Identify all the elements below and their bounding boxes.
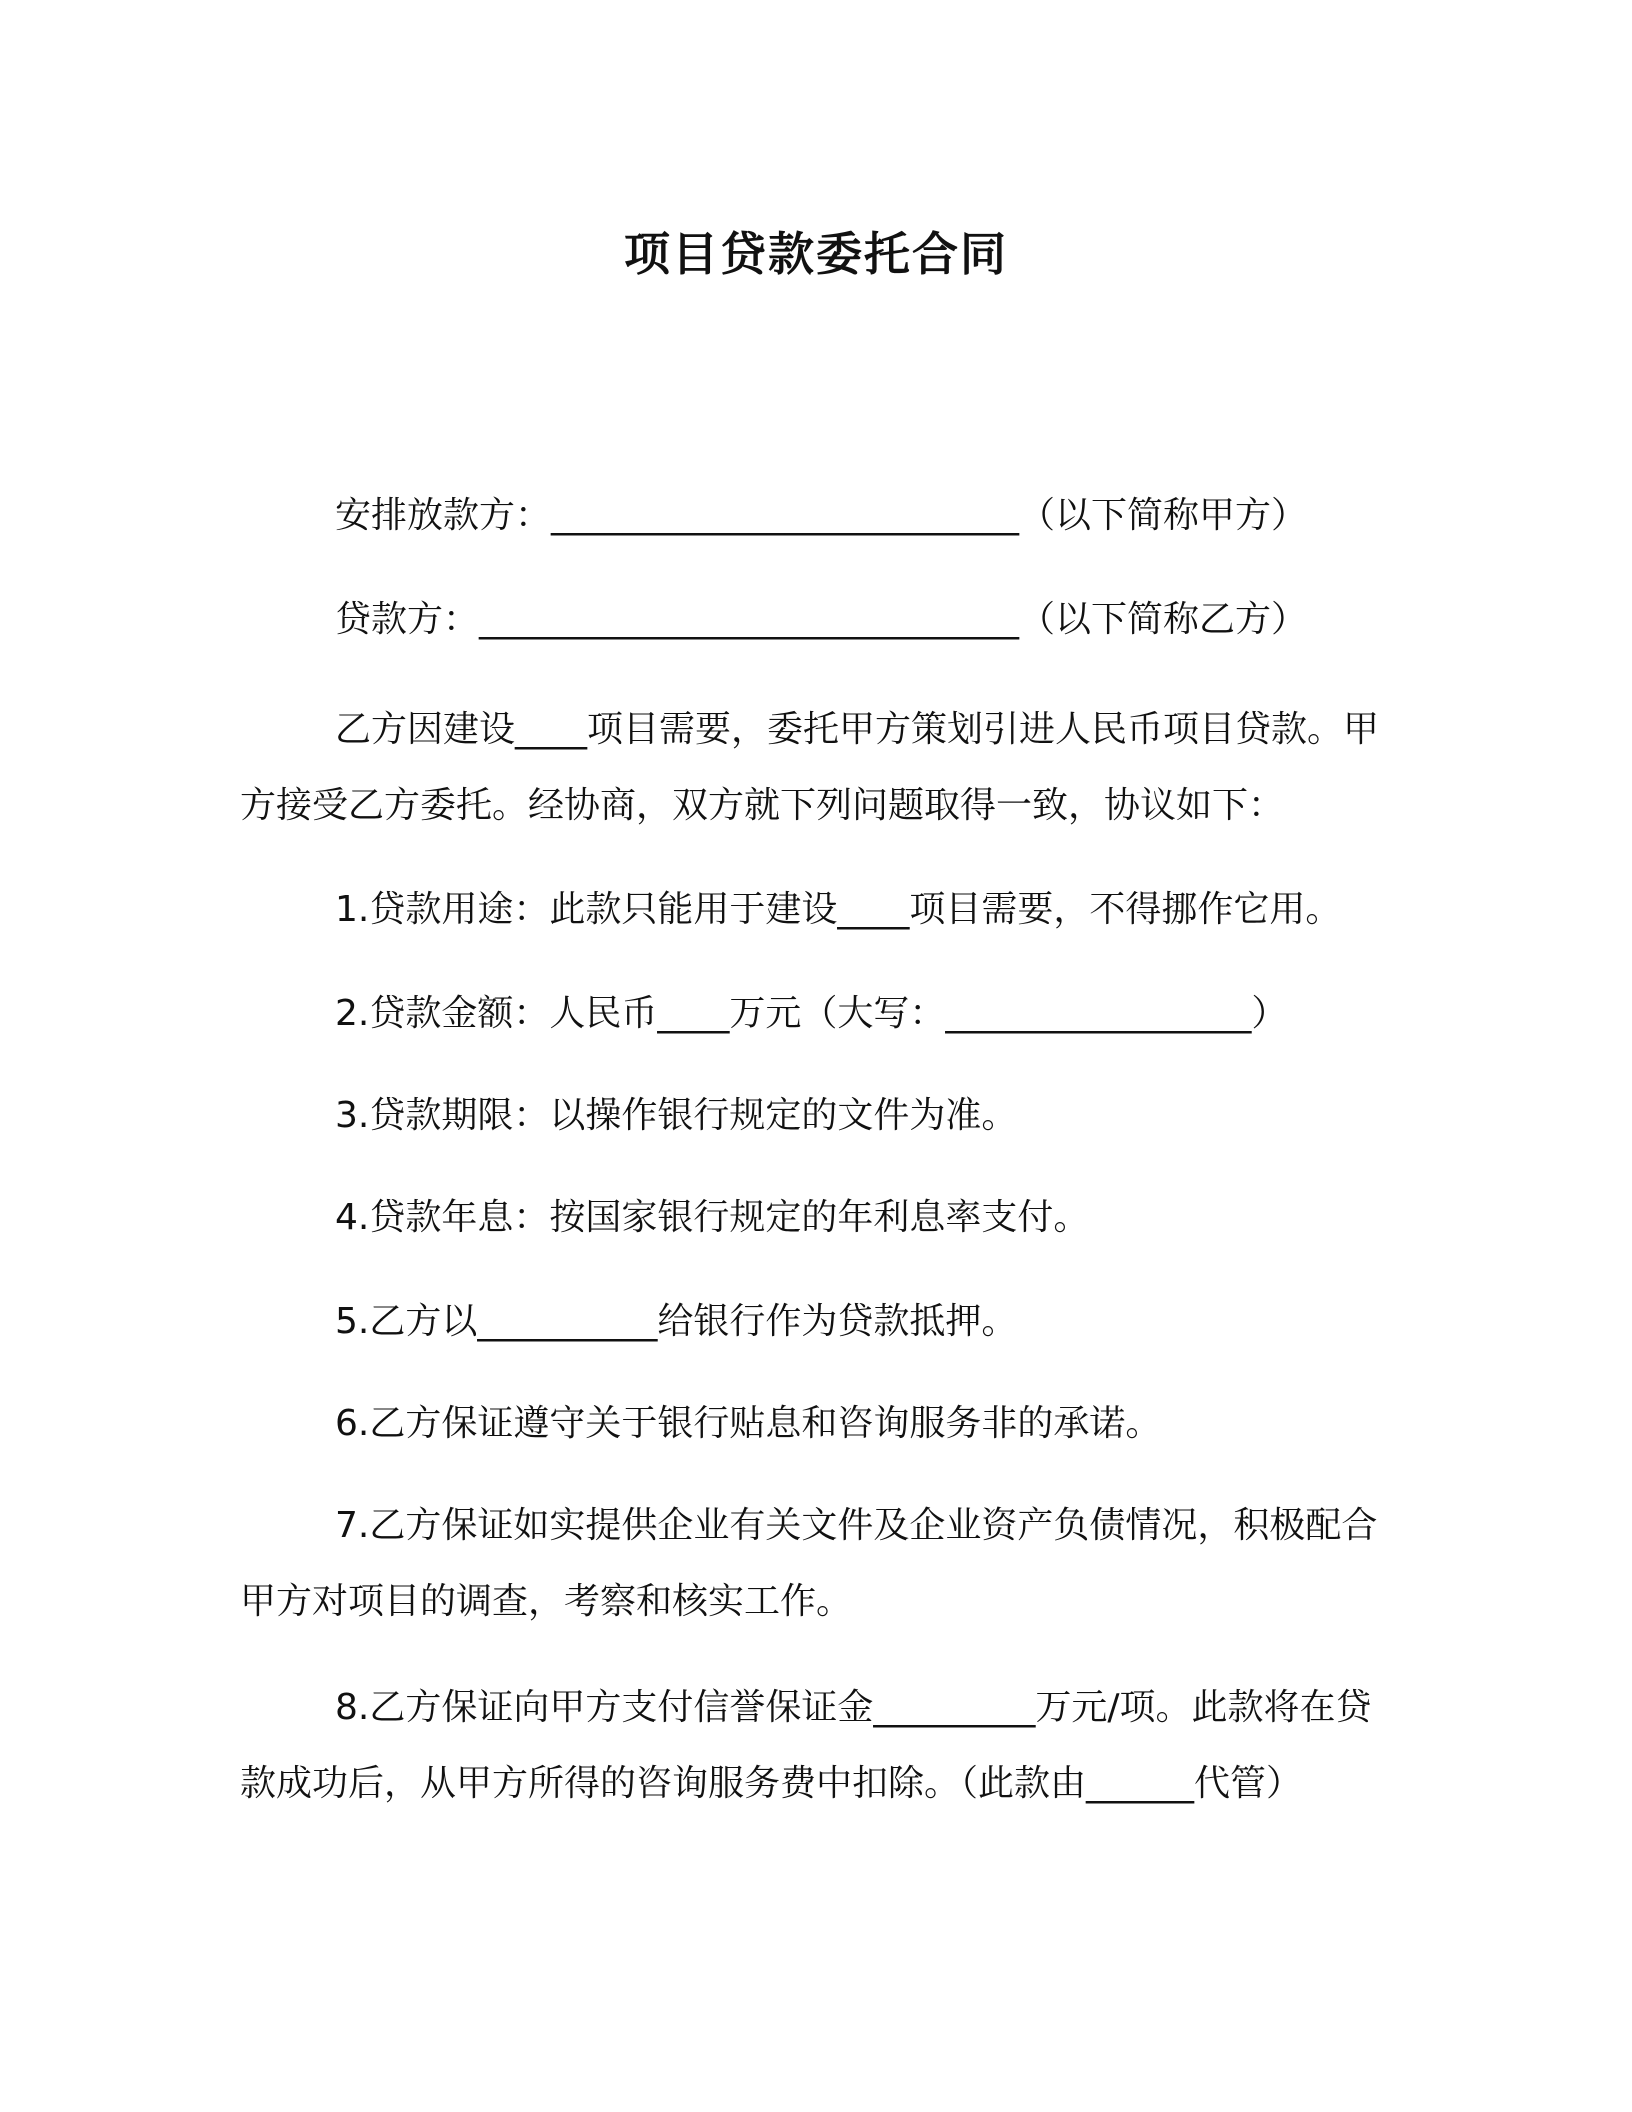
clause-8: 8.乙方保证向甲方支付信誉保证金_________万元/项。此款将在贷款成功后，从甲方所得的咨询服务费中扣除。（此款由______代管） <box>240 1687 1372 1804</box>
party-b-line: 贷款方：______________________________（以下简称乙方） <box>335 599 1308 640</box>
document-title: 项目贷款委托合同 <box>624 227 1008 281</box>
clause-4: 4.贷款年息：按国家银行规定的年利息率支付。 <box>335 1197 1090 1238</box>
clause-2: 2.贷款金额：人民币____万元（大写：_________________） <box>335 993 1288 1034</box>
clause-7: 7.乙方保证如实提供企业有关文件及企业资产负债情况，积极配合甲方对项目的调查，考察和核实工作。 <box>240 1505 1378 1622</box>
clause-1: 1.贷款用途：此款只能用于建设____项目需要，不得挪作它用。 <box>335 889 1342 930</box>
clause-3: 3.贷款期限：以操作银行规定的文件为准。 <box>335 1095 1018 1136</box>
party-a-line: 安排放款方：__________________________（以下简称甲方） <box>335 495 1308 536</box>
clause-5: 5.乙方以__________给银行作为贷款抵押。 <box>335 1301 1018 1342</box>
preamble-paragraph: 乙方因建设____项目需要，委托甲方策划引进人民币项目贷款。甲方接受乙方委托。经协商，双方就下列问题取得一致，协议如下： <box>240 709 1380 826</box>
clause-6: 6.乙方保证遵守关于银行贴息和咨询服务非的承诺。 <box>335 1403 1162 1444</box>
